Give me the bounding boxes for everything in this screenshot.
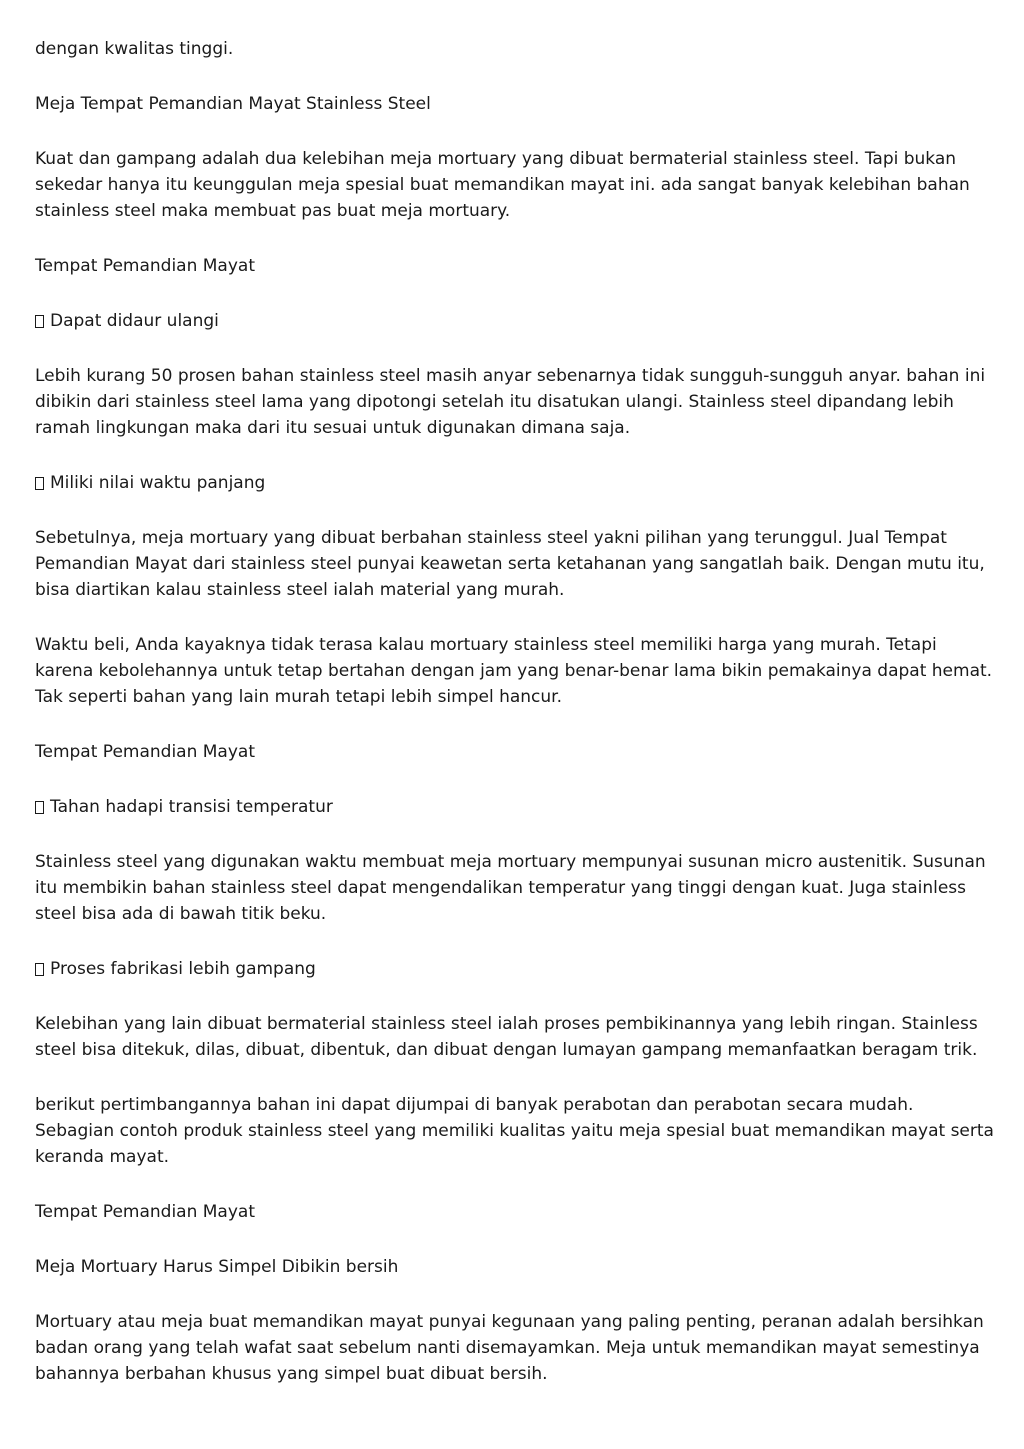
paragraph: Lebih kurang 50 prosen bahan stainless steel masih anyar sebenarnya tidak sungguh-sungguh anyar. bahan ini dibikin dari stainless steel lama yang dipotongi setelah itu disatukan ulangi. Stainless steel dipandang lebih ramah lingkungan maka dari itu sesuai untuk digunakan dimana saja. <box>35 366 986 438</box>
section-heading: Meja Tempat Pemandian Mayat Stainless Steel <box>35 94 431 114</box>
bullet-label: Dapat didaur ulangi <box>50 311 219 331</box>
paragraph: Kuat dan gampang adalah dua kelebihan meja mortuary yang dibuat bermaterial stainless steel. Tapi bukan sekedar hanya itu keunggulan meja spesial buat memandikan mayat ini. ada sangat banyak kelebihan bahan stainless steel maka membuat pas buat meja mortuary. <box>35 149 970 221</box>
missing-glyph-bullet-icon <box>35 315 44 328</box>
bullet-item <box>35 794 995 820</box>
bullet-label: Proses fabrikasi lebih gampang <box>50 959 316 979</box>
image-caption: Tempat Pemandian Mayat <box>35 1202 255 1222</box>
paragraph: dengan kwalitas tinggi. <box>35 39 234 59</box>
missing-glyph-bullet-icon <box>35 801 44 814</box>
bullet-label: Miliki nilai waktu panjang <box>50 473 266 493</box>
bullet-item <box>35 470 995 496</box>
paragraph: Kelebihan yang lain dibuat bermaterial stainless steel ialah proses pembikinannya yang lebih ringan. Stainless steel bisa ditekuk, dilas, dibuat, dibentuk, dan dibuat dengan lumayan gampang memanfaatkan beragam trik. <box>35 1014 978 1060</box>
paragraph: Waktu beli, Anda kayaknya tidak terasa kalau mortuary stainless steel memiliki harga yang murah. Tetapi karena kebolehannya untuk tetap bertahan dengan jam yang benar-benar lama bikin pemakainya dapat hemat. Tak seperti bahan yang lain murah tetapi lebih simpel hancur. <box>35 635 993 707</box>
image-caption: Tempat Pemandian Mayat <box>35 256 255 276</box>
section-heading: Meja Mortuary Harus Simpel Dibikin bersih <box>35 1257 399 1277</box>
document-body <box>35 36 995 1416</box>
bullet-label: Tahan hadapi transisi temperatur <box>50 797 333 817</box>
paragraph: Stainless steel yang digunakan waktu membuat meja mortuary mempunyai susunan micro austenitik. Susunan itu membikin bahan stainless steel dapat mengendalikan temperatur yang tinggi dengan kuat. Juga stainless steel bisa ada di bawah titik beku. <box>35 852 986 924</box>
image-caption: Tempat Pemandian Mayat <box>35 742 255 762</box>
paragraph: Sebetulnya, meja mortuary yang dibuat berbahan stainless steel yakni pilihan yang terunggul. Jual Tempat Pemandian Mayat dari stainless steel punyai keawetan serta ketahanan yang sangatlah baik. Dengan mutu itu, bisa diartikan kalau stainless steel ialah material yang murah. <box>35 528 985 600</box>
paragraph: berikut pertimbangannya bahan ini dapat dijumpai di banyak perabotan dan perabotan secara mudah. Sebagian contoh produk stainless steel yang memiliki kualitas yaitu meja spesial buat memandikan mayat serta keranda mayat. <box>35 1095 994 1167</box>
paragraph: Mortuary atau meja buat memandikan mayat punyai kegunaan yang paling penting, peranan adalah bersihkan badan orang yang telah wafat saat sebelum nanti disemayamkan. Meja untuk memandikan mayat semestinya bahannya berbahan khusus yang simpel buat dibuat bersih. <box>35 1312 984 1384</box>
bullet-item <box>35 956 995 982</box>
bullet-item <box>35 308 995 334</box>
missing-glyph-bullet-icon <box>35 963 44 976</box>
missing-glyph-bullet-icon <box>35 477 44 490</box>
